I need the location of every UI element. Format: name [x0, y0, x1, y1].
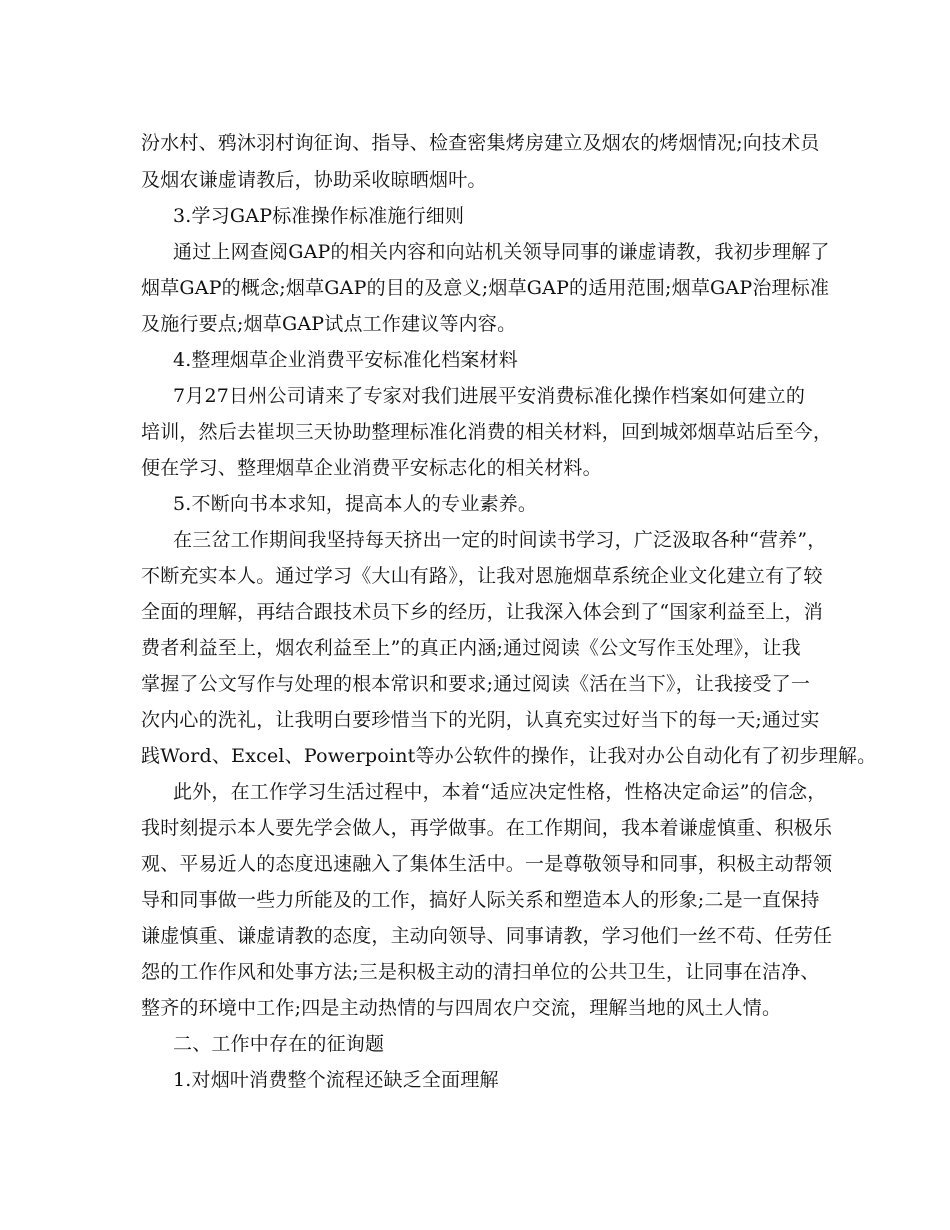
text-line: 汾水村、鸦沐羽村询征询、指导、检查密集烤房建立及烟农的烤烟情况;向技术员 [141, 132, 820, 154]
text-line: 践Word、Excel、Powerpoint等办公软件的操作，让我对办公自动化有了初步理解。 [141, 745, 877, 767]
section-heading: 3.学习GAP标准操作标准施行细则 [173, 205, 465, 227]
section-heading: 二、工作中存在的征询题 [173, 1033, 385, 1055]
section-heading: 5.不断向书本求知，提高本人的专业素养。 [173, 493, 538, 515]
text-line: 通过上网查阅GAP的相关内容和向站机关领导同事的谦虚请教，我初步理解了 [173, 241, 830, 263]
text-line: 怨的工作作风和处事方法;三是积极主动的清扫单位的公共卫生，让同事在洁净、 [141, 961, 820, 983]
text-line: 次内心的洗礼，让我明白要珍惜当下的光阴，认真充实过好当下的每一天;通过实 [141, 709, 820, 731]
text-line: 在三岔工作期间我坚持每天挤出一定的时间读书学习，广泛汲取各种“营养”， [173, 529, 827, 551]
text-line: 不断充实本人。通过学习《大山有路》，让我对恩施烟草系统企业文化建立有了较 [141, 565, 823, 587]
text-line: 费者利益至上，烟农利益至上”的真正内涵;通过阅读《公文写作玉处理》，让我 [141, 637, 801, 659]
text-line: 我时刻提示本人要先学会做人，再学做事。在工作期间，我本着谦虚慎重、积极乐 [141, 817, 833, 839]
text-line: 便在学习、整理烟草企业消费平安标志化的相关材料。 [141, 457, 602, 479]
text-line: 及烟农谦虚请教后，协助采收晾晒烟叶。 [141, 169, 487, 191]
text-line: 全面的理解，再结合跟技术员下乡的经历，让我深入体会到了“国家利益至上，消 [141, 601, 823, 623]
section-heading: 4.整理烟草企业消费平安标准化档案材料 [173, 349, 518, 371]
text-line: 此外，在工作学习生活过程中，本着“适应决定性格，性格决定命运”的信念， [173, 781, 827, 803]
text-line: 整齐的环境中工作;四是主动热情的与四周农户交流，理解当地的风土人情。 [141, 997, 782, 1019]
text-line: 烟草GAP的概念;烟草GAP的目的及意义;烟草GAP的适用范围;烟草GAP治理标准 [141, 277, 830, 299]
section-heading: 1.对烟叶消费整个流程还缺乏全面理解 [173, 1069, 499, 1091]
text-line: 及施行要点;烟草GAP试点工作建议等内容。 [141, 313, 517, 335]
text-line: 掌握了公文写作与处理的根本常识和要求;通过阅读《活在当下》，让我接受了一 [141, 673, 811, 695]
text-line: 导和同事做一些力所能及的工作，搞好人际关系和塑造本人的形象;二是一直保持 [141, 889, 820, 911]
text-line: 培训，然后去崔坝三天协助整理标准化消费的相关材料，回到城郊烟草站后至今， [141, 421, 833, 443]
text-line: 谦虚慎重、谦虚请教的态度，主动向领导、同事请教，学习他们一丝不苟、任劳任 [141, 925, 833, 947]
text-line: 7月27日州公司请来了专家对我们进展平安消费标准化操作档案如何建立的 [173, 385, 806, 407]
text-line: 观、平易近人的态度迅速融入了集体生活中。一是尊敬领导和同事，积极主动帮领 [141, 853, 833, 875]
